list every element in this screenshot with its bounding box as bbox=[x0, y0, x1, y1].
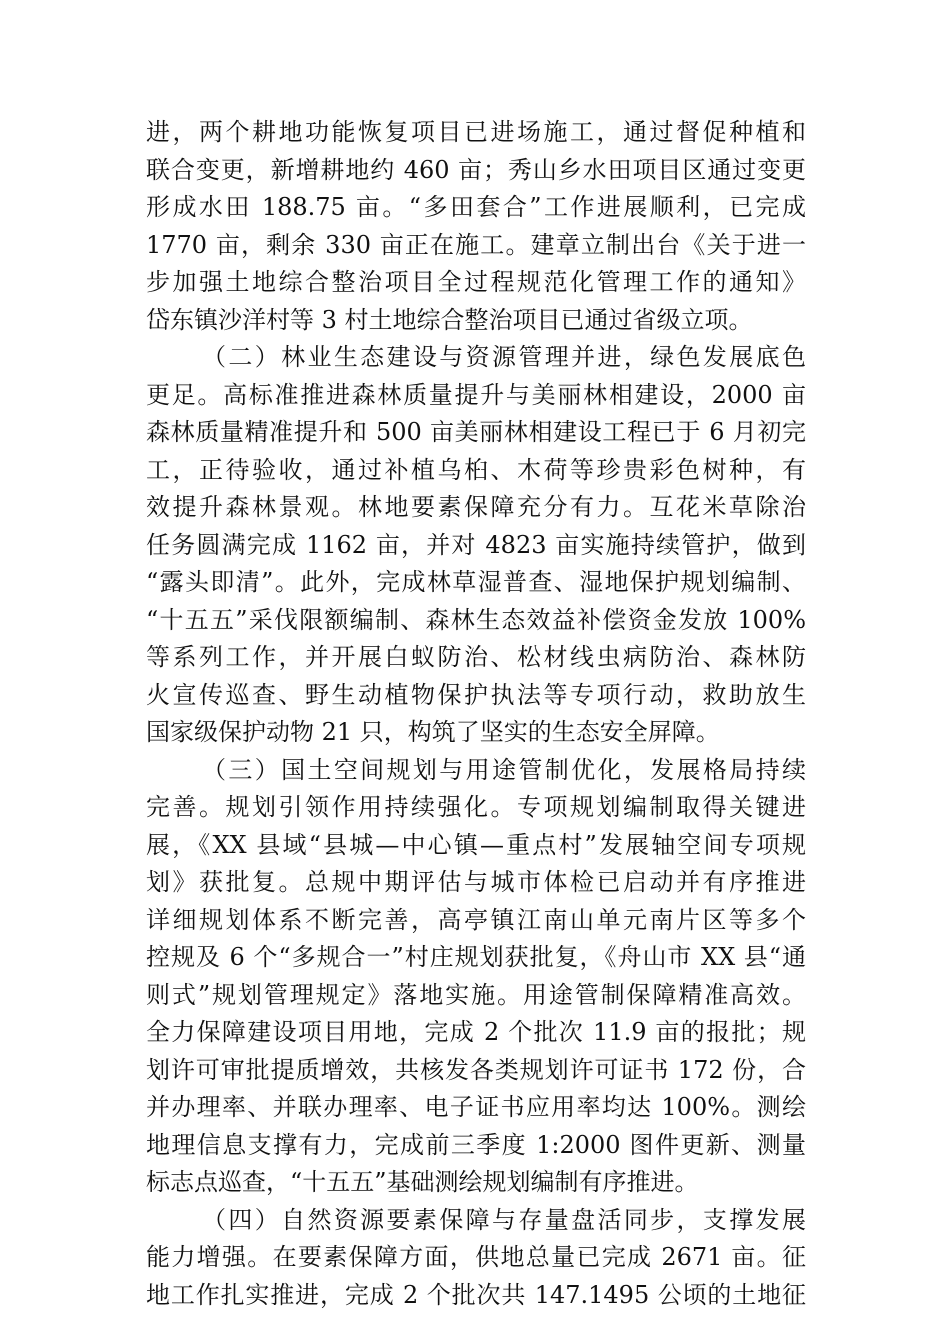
text-line: 地理信息支撑有力，完成前三季度 1:2000 图件更新、测量 bbox=[146, 1130, 806, 1159]
text-line: 划》获批复。总规中期评估与城市体检已启动并有序推进 bbox=[146, 868, 806, 896]
text-line: 国家级保护动物 21 只，构筑了坚实的生态安全屏障。 bbox=[146, 718, 720, 746]
section-heading-line: （三）国土空间规划与用途管制优化，发展格局持续 bbox=[202, 755, 806, 784]
text-line: 能力增强。在要素保障方面，供地总量已完成 2671 亩。征 bbox=[146, 1243, 806, 1271]
text-line: 岱东镇沙洋村等 3 村土地综合整治项目已通过省级立项。 bbox=[146, 305, 753, 334]
text-line: 联合变更，新增耕地约 460 亩；秀山乡水田项目区通过变更 bbox=[146, 155, 806, 184]
text-line: 工，正待验收，通过补植乌桕、木荷等珍贵彩色树种，有 bbox=[146, 455, 806, 484]
text-line: 等系列工作，并开展白蚁防治、松材线虫病防治、森林防 bbox=[146, 643, 806, 671]
text-line: 详细规划体系不断完善，高亭镇江南山单元南片区等多个 bbox=[146, 905, 806, 934]
section-heading-line: （四）自然资源要素保障与存量盘活同步，支撑发展 bbox=[202, 1205, 806, 1234]
text-line: 进，两个耕地功能恢复项目已进场施工，通过督促种植和 bbox=[146, 118, 806, 146]
text-line: 完善。规划引领作用持续强化。专项规划编制取得关键进 bbox=[146, 793, 806, 821]
text-line: 展，《XX 县域“县城—中心镇—重点村”发展轴空间专项规 bbox=[146, 830, 806, 859]
text-line: 更足。高标准推进森林质量提升与美丽林相建设，2000 亩 bbox=[146, 380, 806, 409]
text-line: 地工作扎实推进，完成 2 个批次共 147.1495 公顷的土地征 bbox=[146, 1280, 806, 1309]
text-line: 则式”规划管理规定》落地实施。用途管制保障精准高效。 bbox=[146, 980, 806, 1009]
text-line: 1770 亩，剩余 330 亩正在施工。建章立制出台《关于进一 bbox=[146, 230, 806, 259]
text-line: 控规及 6 个“多规合一”村庄规划获批复，《舟山市 XX 县“通 bbox=[146, 943, 806, 971]
text-line: 效提升森林景观。林地要素保障充分有力。互花米草除治 bbox=[146, 493, 806, 521]
text-line: 标志点巡查，“十五五”基础测绘规划编制有序推进。 bbox=[146, 1168, 699, 1196]
text-line: 步加强土地综合整治项目全过程规范化管理工作的通知》 bbox=[146, 268, 806, 296]
text-line: 火宣传巡查、野生动植物保护执法等专项行动，救助放生 bbox=[146, 680, 806, 709]
text-line: 划许可审批提质增效，共核发各类规划许可证书 172 份，合 bbox=[146, 1055, 806, 1084]
section-heading-line: （二）林业生态建设与资源管理并进，绿色发展底色 bbox=[202, 343, 806, 371]
text-line: 并办理率、并联办理率、电子证书应用率均达 100%。测绘 bbox=[146, 1093, 806, 1121]
text-line: 全力保障建设项目用地，完成 2 个批次 11.9 亩的报批；规 bbox=[146, 1018, 806, 1046]
text-line: 形成水田 188.75 亩。“多田套合”工作进展顺利，已完成 bbox=[146, 193, 806, 221]
document-body bbox=[146, 114, 806, 1314]
text-line: 森林质量精准提升和 500 亩美丽林相建设工程已于 6 月初完 bbox=[146, 418, 806, 446]
text-line: “露头即清”。此外，完成林草湿普查、湿地保护规划编制、 bbox=[146, 568, 806, 596]
text-line: “十五五”采伐限额编制、森林生态效益补偿资金发放 100% bbox=[146, 605, 806, 634]
text-line: 任务圆满完成 1162 亩，并对 4823 亩实施持续管护，做到 bbox=[146, 530, 806, 559]
